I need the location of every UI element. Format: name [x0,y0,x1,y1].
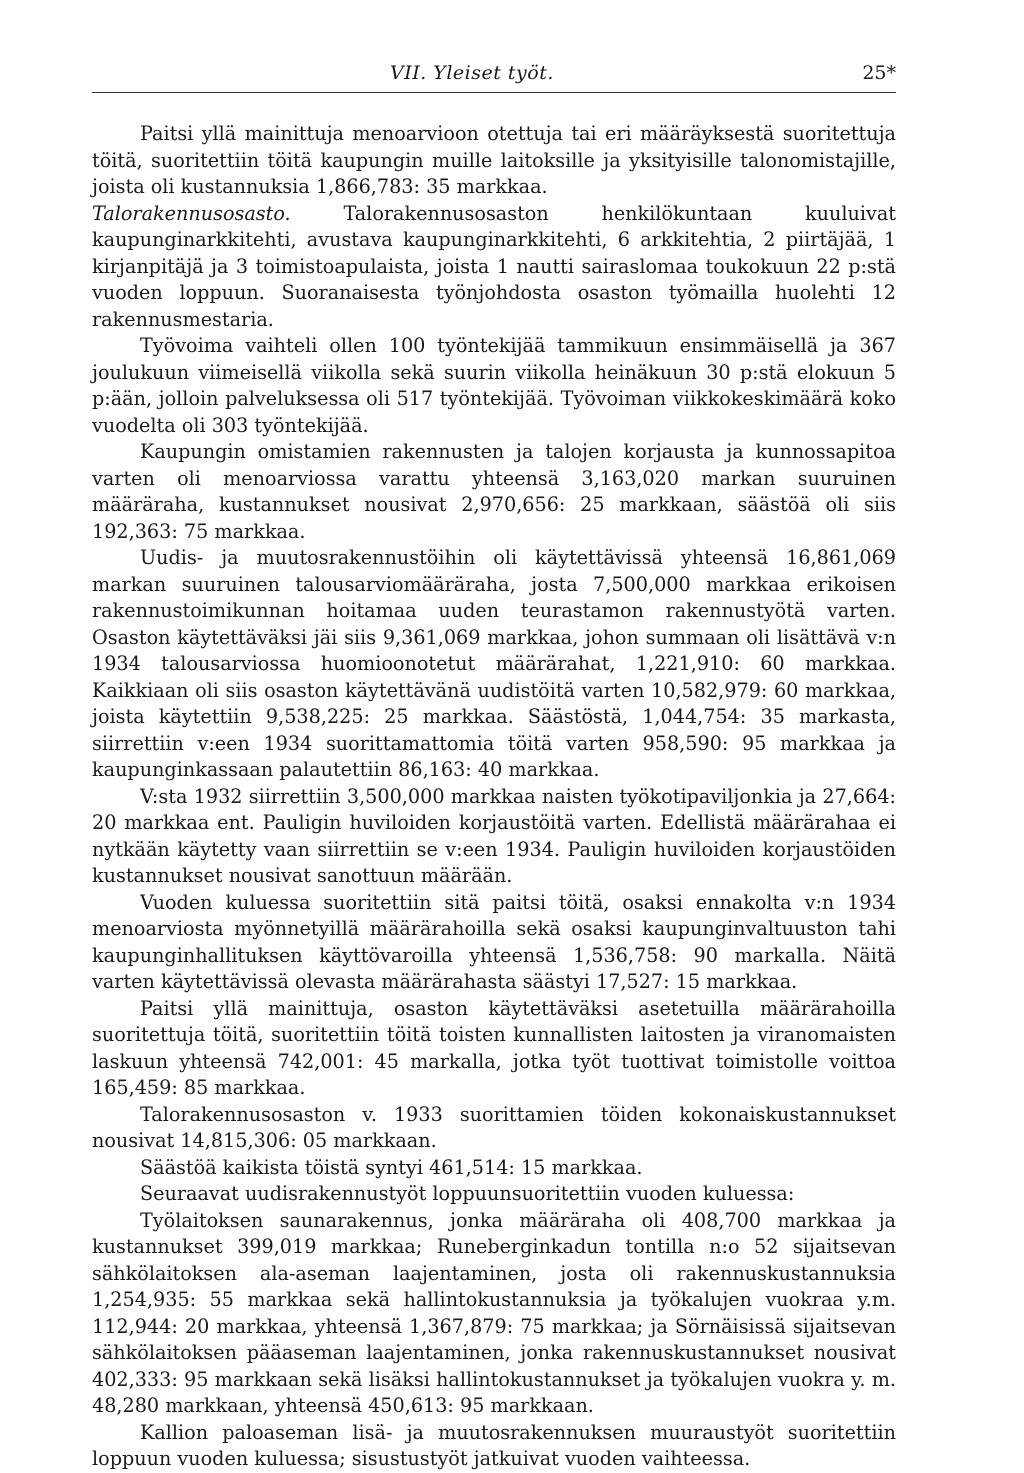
paragraph-new-construction: Uudis- ja muutosrakennustöihin oli käytettävissä yhteensä 16,861,069 markan suuruinen talousarviomääräraha, josta 7,500,000 markkaa erikoisen rakennustoimikunnan hoitamaa uuden teurastamon rakennustyötä varten. Osaston käytettäväksi jäi siis 9,361,069 markkaa, johon summaan oli lisättävä v:n 1934 talousarviossa huomioonotetut määrärahat, 1,221,910: 60 markkaa. Kaikkiaan oli siis osaston käytettävänä uudistöitä varten 10,582,979: 60 markkaa, joista käytettiin 9,538,225: 25 markkaa. Säästöstä, 1,044,754: 35 markasta, siirrettiin v:een 1934 suorittamattomia töitä varten 958,590: 95 markkaa ja kaupunginkassaan palautettiin 86,163: 40 markkaa. [92,546,896,781]
running-header [92,58,896,93]
paragraph-total-costs: Talorakennusosaston v. 1933 suorittamien töiden kokonaiskustannukset nousivat 14,815,306: 05 markkaan. [92,1102,896,1152]
paragraph-savings: Säästöä kaikista töistä syntyi 461,514: 15 markkaa. [140,1155,643,1179]
chapter-title: VII. Yleiset työt. [390,62,554,84]
page-number: 25* [862,62,896,84]
paragraph-workforce: Työvoima vaihteli ollen 100 työntekijää tammikuun ensimmäisellä ja 367 joulukuun viimeisellä viikolla sekä suurin viikolla heinäkuun 30 p:stä elokuun 5 p:ään, jolloin palveluksessa oli 517 työntekijää. Työvoiman viikkokeskimäärä koko vuodelta oli 303 työntekijää. [92,334,896,437]
body-text [92,121,896,1473]
document-page [92,58,896,1473]
paragraph-transfers: V:sta 1932 siirrettiin 3,500,000 markkaa naisten työkotipaviljonkia ja 27,664: 20 markkaa ent. Pauligin huviloiden korjaustöitä varten. Edellistä määrärahaa ei nytkään käytetty vaan siirrettiin se v:een 1934. Pauligin huviloiden korjaustöiden kustannukset nousivat sanottuun määrään. [92,784,896,887]
paragraph-maintenance: Kaupungin omistamien rakennusten ja talojen korjausta ja kunnossapitoa varten oli menoarviossa varattu yhteensä 3,163,020 markan suuruinen määräraha, kustannukset nousivat 2,970,656: 25 markkaan, säästöä oli siis 192,363: 75 markkaa. [92,440,896,543]
paragraph-fire-station: Kallion paloaseman lisä- ja muutosrakennuksen muuraustyöt suoritettiin loppuun vuoden kuluessa; sisustustyöt jatkuivat vuoden vaihteessa. [92,1420,896,1470]
paragraph-completed-intro: Seuraavat uudisrakennustyöt loppuunsuoritettiin vuoden kuluessa: [140,1182,795,1205]
paragraph-completed-list: Työlaitoksen saunarakennus, jonka määräraha oli 408,700 markkaa ja kustannukset 399,019 markkaa; Runeberginkadun tontilla n:o 52 sijaitsevan sähkölaitoksen ala-aseman laajentaminen, josta oli rakennuskustannuksia 1,254,935: 55 markkaa sekä hallintokustannuksia ja työkalujen vuokraa y.m. 112,944: 20 markkaa, yhteensä 1,367,879: 75 markkaa; ja Sörnäisissä sijaitsevan sähkölaitoksen pääaseman laajentaminen, jonka rakennuskustannukset nousivat 402,333: 95 markkaan sekä lisäksi hallintokustannukset ja työkalujen vuokra y. m. 48,280 markkaan, yhteensä 450,613: 95 markkaan. [92,1208,896,1417]
section-heading: Talorakennusosasto. [92,201,291,225]
paragraph-other-works: Paitsi yllä mainittuja menoarvioon otettuja tai eri määräyksestä suoritettuja töitä, suoritettiin töitä kaupungin muille laitoksille ja yksityisille talonomistajille, joista oli kustannuksia 1,866,783: 35 markkaa. [92,122,896,198]
paragraph-building-department [92,201,896,334]
paragraph-additional-works: Vuoden kuluessa suoritettiin sitä paitsi töitä, osaksi ennakolta v:n 1934 menoarviosta myönnetyillä määrärahoilla sekä osaksi kaupunginvaltuuston tahi kaupunginhallituksen käyttövaroilla yhteensä 1,536,758: 90 markalla. Näitä varten käytettävissä olevasta määrärahasta säästyi 17,527: 15 markkaa. [92,890,896,993]
paragraph-external-works: Paitsi yllä mainittuja, osaston käytettäväksi asetetuilla määrärahoilla suoritettuja töitä, suoritettiin töitä toisten kunnallisten laitosten ja viranomaisten laskuun yhteensä 742,001: 45 markalla, jotka työt tuottivat toimistolle voittoa 165,459: 85 markkaa. [92,996,896,1099]
paragraph-text: Talorakennusosaston henkilökuntaan kuuluivat kaupunginarkkitehti, avustava kaupunginarkkitehti, 6 arkkitehtia, 2 piirtäjää, 1 kirjanpitäjä ja 3 toimistoapulaista, joista 1 nautti sairaslomaa toukokuun 22 p:stä vuoden loppuun. Suoranaisesta työnjohdosta osaston työmailla huolehti 12 rakennusmestaria. [92,201,896,331]
